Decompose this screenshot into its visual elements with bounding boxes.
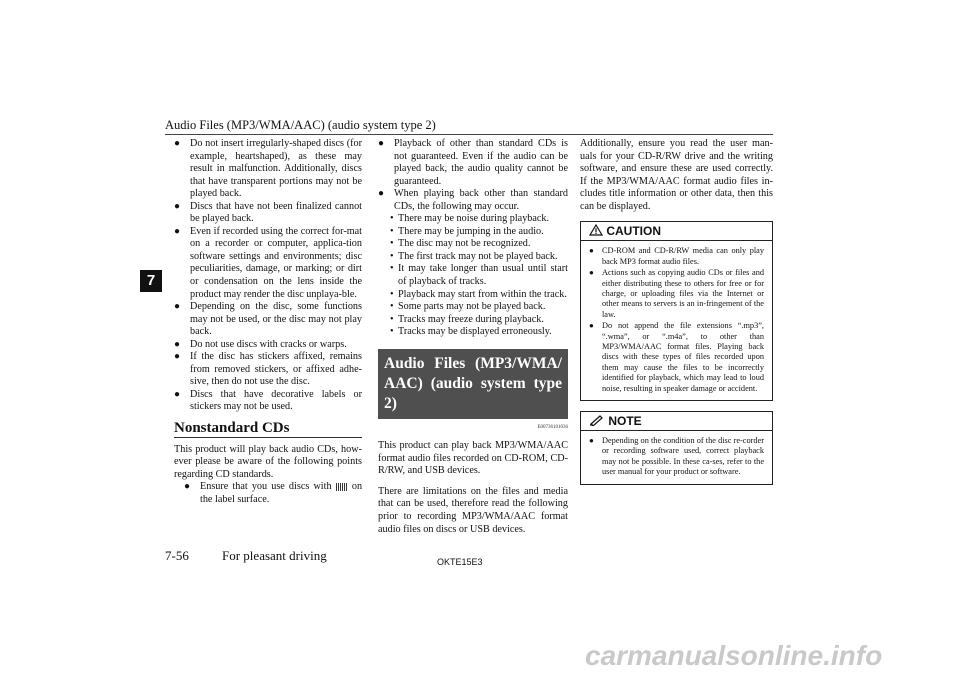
list-item: ● Ensure that you use discs with on the label surface.: [184, 481, 363, 505]
bullet-icon: ●: [174, 138, 181, 149]
sub-item: • It may take longer than usual until start of playback of tracks.: [390, 263, 568, 288]
bullet-icon: ●: [589, 321, 594, 331]
page-header-title: Audio Files (MP3/WMA/AAC) (audio system type 2): [165, 118, 436, 132]
list-item: ● Even if recorded using the correct for-mat on a recorder or computer, applica-tion software settings and environments; disc peculiarities, damage, or marking; or dirt or condensation on the lens inside the product may render the disc unplaya-ble.: [174, 225, 362, 300]
chapter-tab: 7: [140, 270, 162, 292]
sub-item: • Tracks may be displayed erroneously.: [390, 326, 552, 338]
sub-item: • Playback may start from within the track.: [390, 288, 567, 300]
bullet-icon: ●: [184, 481, 191, 493]
column-2: [378, 138, 568, 536]
section-heading-nonstandard-cds: Nonstandard CDs: [174, 422, 362, 438]
paragraph: There are limitations on the files and media that can be used, therefore read the following prior to recording MP3/WMA/AAC format audio files on discs or USB devices.: [378, 485, 568, 535]
section-name: For pleasant driving: [222, 548, 327, 563]
bullet-icon: ●: [378, 138, 385, 149]
bullet-icon: ●: [174, 388, 181, 400]
list-item: ● Discs that have not been finalized cannot be played back.: [174, 200, 362, 225]
list-item: ● Do not insert irregularly-shaped discs (for example, heartshaped), as these may result in malfunction. Additionally, discs that have transparent portions may not be played back.: [174, 138, 362, 200]
sub-item: • There may be jumping in the audio.: [390, 225, 544, 237]
bullet-icon: ●: [174, 338, 181, 350]
list-item: ● When playing back other than standard CDs, the following may occur.: [378, 188, 568, 212]
list-item: ● Do not use discs with cracks or warps.: [174, 338, 347, 350]
list-item: ● If the disc has stickers affixed, remains from removed stickers, or affixed adhe-sive, then do not use the disc.: [174, 351, 362, 388]
bullet-icon: ●: [589, 246, 594, 256]
bullet-icon: ●: [378, 188, 385, 200]
note-box: [580, 411, 773, 485]
section-code: E00736101036: [537, 424, 568, 430]
paragraph: This product can play back MP3/WMA/AAC format audio files recorded on CD-ROM, CD-R/RW, and USB devices.: [378, 440, 568, 477]
sub-item: • The disc may not be recognized.: [390, 238, 531, 250]
bullet-icon: ●: [174, 200, 181, 212]
list-item: ● Playback of other than standard CDs is not guaranteed. Even if the audio can be played back, the audio quality cannot be guaranteed.: [378, 138, 568, 187]
column-1: [174, 138, 362, 506]
bullet-icon: ●: [174, 301, 181, 313]
pencil-note-icon: [589, 414, 605, 426]
list-item: ● CD-ROM and CD-R/RW media can only play back MP3 format audio files.: [589, 246, 764, 266]
warning-triangle-icon: [589, 224, 603, 236]
list-item: ● Do not append the file extensions “.mp3”, “.wma”, or “.m4a”, to other than MP3/WMA/AAC format files. Playing back discs with these types of files recorded upon them may cause the files to be incorrectly identified for playback, which may lead to loud noise, resulting in speaker damage or accident.: [589, 321, 764, 393]
list-item: ● Depending on the disc, some functions may not be used, or the disc may not play back.: [174, 301, 362, 338]
sub-item: • Some parts may not be played back.: [390, 301, 546, 313]
bullet-icon: ●: [174, 351, 181, 363]
paragraph: Additionally, ensure you read the user man-uals for your CD-R/RW drive and the writing software, and ensure these are used correctly. If the MP3/WMA/AAC format audio files in-cludes title information or other data, then this can be displayed.: [580, 138, 773, 212]
list-item: ● Actions such as copying audio CDs or files and either distributing these to others for free or for charge, or uploading files via the Internet or other means to servers is an in-fringement of the law.: [589, 268, 764, 319]
caution-box: [580, 221, 773, 401]
list-item: ● Depending on the condition of the disc re-corder or recording software used, correct playback may not be possible. In these ca-ses, refer to the user manual for your product or software.: [589, 435, 764, 477]
list-item: ● Discs that have decorative labels or stickers may not be used.: [174, 388, 362, 413]
section-banner: Audio Files (MP3/WMA/ AAC) (audio system type 2): [378, 349, 568, 419]
caution-header: CAUTION: [581, 222, 772, 241]
paragraph: This product will play back audio CDs, how-ever please be aware of the following points regarding CD standards.: [174, 443, 362, 480]
column-3: [580, 138, 773, 485]
bullet-icon: ●: [589, 435, 594, 445]
bullet-icon: ●: [174, 225, 181, 237]
sub-item: • The first track may not be played back.: [390, 250, 558, 262]
sub-item: • There may be noise during playback.: [390, 213, 550, 225]
header-rule: [165, 134, 773, 135]
page-number: 7-56: [165, 548, 189, 563]
compact-disc-logo-icon: [336, 483, 348, 491]
document-code: OKTE15E3: [437, 557, 483, 567]
sub-item: • Tracks may freeze during playback.: [390, 313, 544, 325]
watermark: carmanualsonline.info: [585, 640, 883, 671]
note-header: NOTE: [581, 412, 772, 431]
bullet-icon: ●: [589, 268, 594, 278]
